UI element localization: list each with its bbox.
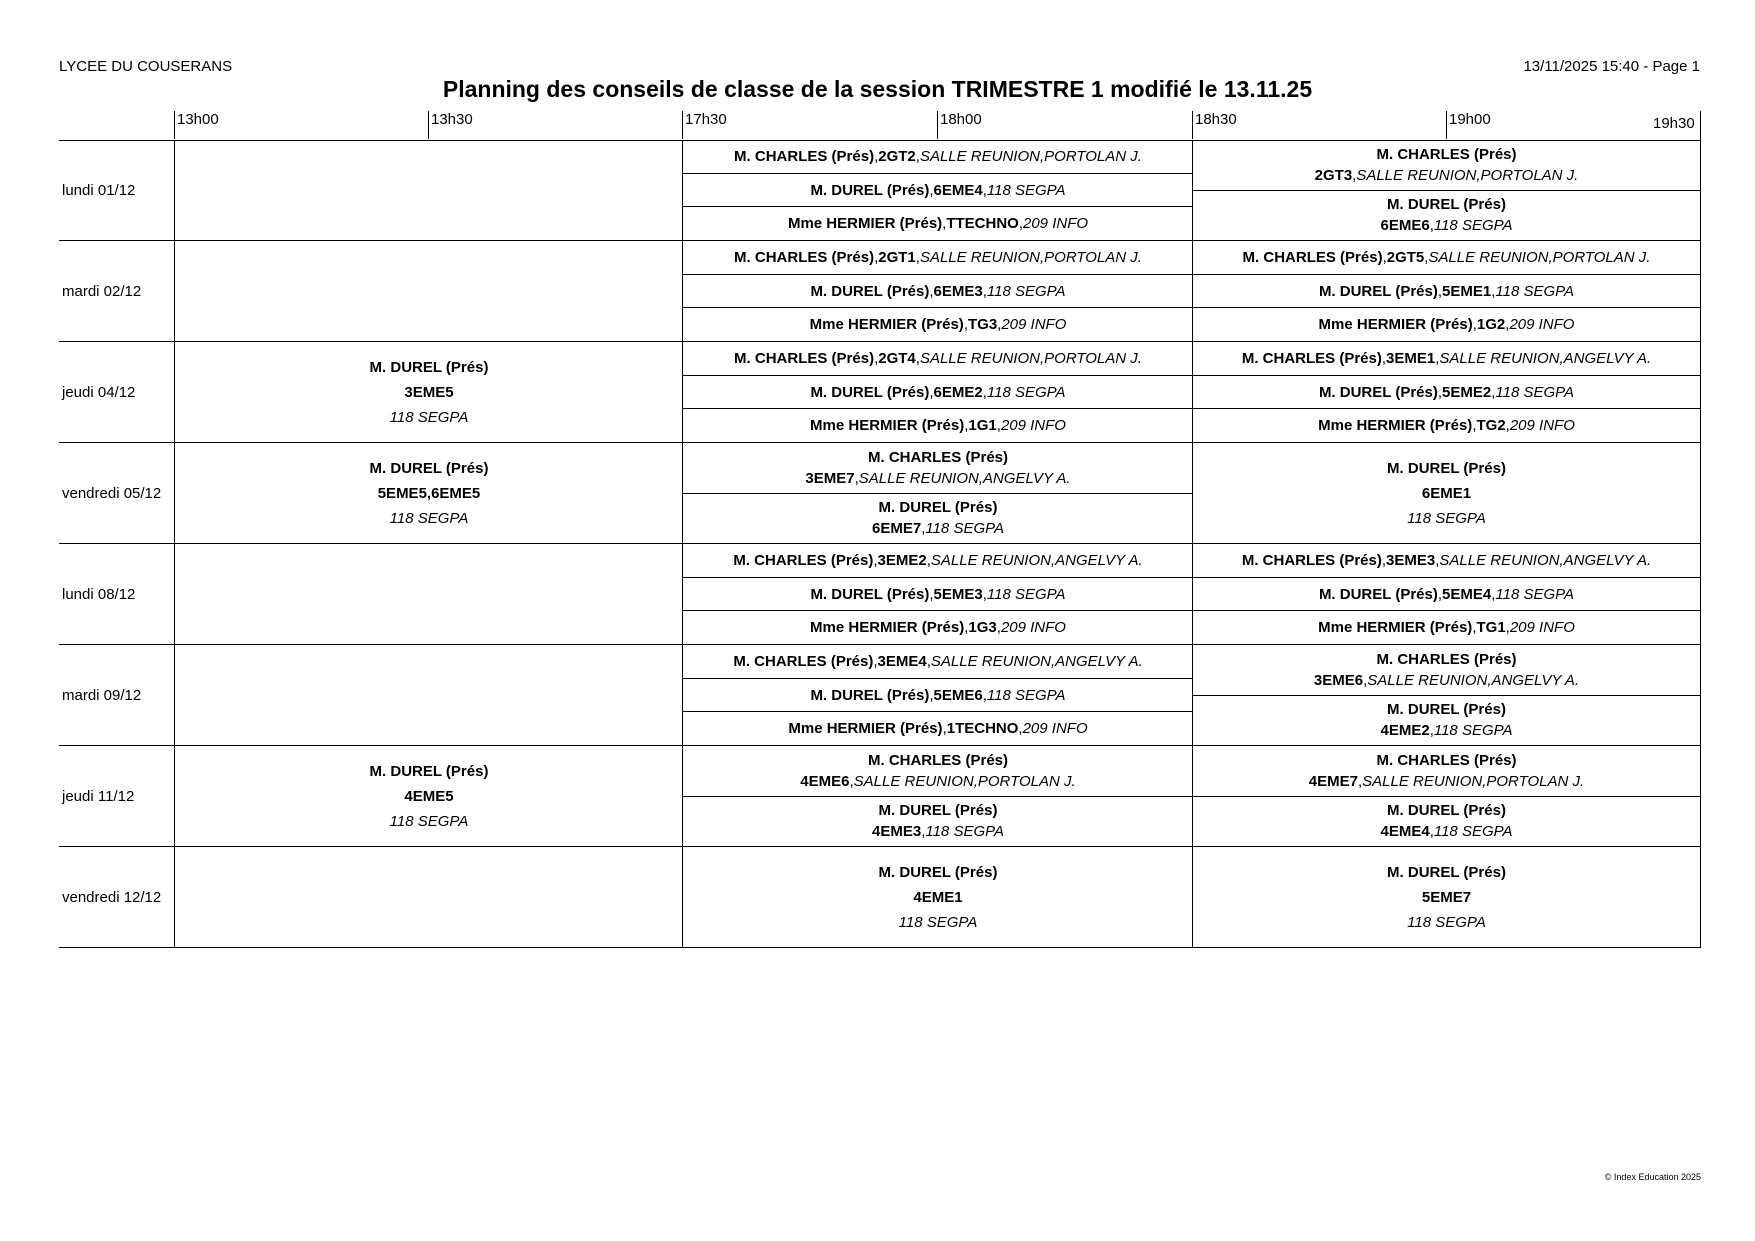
class-name: 4EME7 — [1308, 772, 1358, 790]
room-name: SALLE REUNION,ANGELVY A. — [1367, 671, 1580, 689]
class-name: 6EME4 — [933, 181, 983, 199]
room-name: SALLE REUNION,ANGELVY A. — [930, 551, 1143, 569]
class-name: 2GT3 — [1314, 166, 1353, 184]
council-cell[interactable]: M. DUREL (Prés) 4EME2,118 SEGPA — [1193, 695, 1700, 746]
day-label: vendredi 12/12 — [62, 888, 162, 906]
class-name: 3EME6 — [1313, 671, 1364, 689]
council-cell[interactable]: M. DUREL (Prés) 6EME6,118 SEGPA — [1193, 190, 1700, 241]
room-name: 118 SEGPA — [1433, 217, 1513, 235]
room-name: 209 INFO — [1509, 316, 1575, 334]
class-name: 3EME3 — [1386, 551, 1436, 569]
council-cell[interactable]: M. CHARLES (Prés),2GT1,SALLE REUNION,PORTOLAN J. — [734, 248, 1142, 266]
time-tick: 13h00 — [174, 111, 219, 139]
class-name: 6EME7 — [871, 520, 922, 538]
council-cell[interactable]: M. DUREL (Prés),5EME3,118 SEGPA — [683, 577, 1193, 611]
president-name: M. DUREL (Prés) — [1387, 701, 1506, 719]
council-cell[interactable]: M. CHARLES (Prés),3EME2,SALLE REUNION,ANGELVY A. — [733, 551, 1143, 569]
council-cell[interactable]: Mme HERMIER (Prés),1G1,209 INFO — [683, 408, 1193, 442]
president-name: M. CHARLES (Prés) — [867, 751, 1009, 769]
room-name: SALLE REUNION,ANGELVY A. — [1439, 551, 1652, 569]
slot-column-c2 — [682, 241, 1193, 341]
class-name: 5EME2 — [1442, 383, 1492, 401]
president-name: M. CHARLES (Prés) — [1242, 248, 1383, 266]
class-name: 6EME1 — [1421, 484, 1472, 502]
day-row — [59, 645, 1701, 746]
council-cell[interactable]: M. DUREL (Prés),5EME4,118 SEGPA — [1193, 577, 1700, 611]
president-name: M. CHARLES (Prés) — [734, 248, 875, 266]
school-name: LYCEE DU COUSERANS — [59, 58, 233, 75]
room-name: 118 SEGPA — [986, 383, 1066, 401]
day-label: mardi 09/12 — [62, 686, 142, 704]
council-cell[interactable]: Mme HERMIER (Prés),1TECHNO,209 INFO — [683, 711, 1193, 745]
page-title: Planning des conseils de classe de la session TRIMESTRE 1 modifié le 13.11.25 — [442, 76, 1313, 102]
council-cell[interactable] — [1193, 443, 1700, 543]
room-name: 118 SEGPA — [1433, 722, 1513, 740]
class-name: 3EME7 — [805, 469, 855, 487]
room-name: 118 SEGPA — [1495, 282, 1575, 300]
room-name: SALLE REUNION,ANGELVY A. — [858, 469, 1071, 487]
class-name: 3EME5 — [404, 383, 454, 401]
class-name: 5EME3 — [933, 585, 983, 603]
class-name: 4EME3 — [871, 823, 922, 841]
day-row — [59, 342, 1701, 443]
room-name: 209 INFO — [1000, 619, 1066, 637]
president-name: Mme HERMIER (Prés) — [1318, 619, 1473, 637]
class-name: 6EME6 — [1380, 217, 1430, 235]
class-name: 4EME5 — [404, 787, 454, 805]
axis-end-divider — [1700, 111, 1701, 141]
print-info: 13/11/2025 15:40 - Page 1 — [1523, 58, 1700, 75]
council-cell[interactable]: M. CHARLES (Prés),2GT2,SALLE REUNION,PORTOLAN J. — [734, 147, 1142, 165]
room-name: 209 INFO — [1000, 417, 1066, 435]
day-row — [59, 544, 1701, 645]
room-name: SALLE REUNION,PORTOLAN J. — [919, 349, 1142, 367]
class-name: 3EME1 — [1386, 349, 1436, 367]
class-name: 1G2 — [1476, 316, 1506, 334]
room-name: SALLE REUNION,PORTOLAN J. — [1362, 772, 1585, 790]
council-cell[interactable]: M. CHARLES (Prés) 3EME6,SALLE REUNION,ANGELVY A. — [1313, 650, 1580, 689]
slot-column-c1 — [174, 241, 683, 341]
room-name: 118 SEGPA — [389, 408, 469, 426]
president-name: M. DUREL (Prés) — [369, 762, 489, 780]
day-label: lundi 08/12 — [62, 585, 136, 603]
president-name: M. DUREL (Prés) — [369, 459, 489, 477]
room-name: 118 SEGPA — [389, 812, 469, 830]
slot-column-c3 — [1192, 746, 1701, 846]
room-name: 209 INFO — [1023, 215, 1089, 233]
president-name: M. CHARLES (Prés) — [1376, 751, 1517, 769]
class-name: 6EME3 — [933, 282, 983, 300]
slot-column-c2 — [682, 645, 1193, 745]
room-name: 118 SEGPA — [1433, 823, 1513, 841]
class-name: 5EME5,6EME5 — [377, 484, 481, 502]
president-name: M. DUREL (Prés) — [810, 181, 930, 199]
slot-column-c1 — [174, 746, 683, 846]
president-name: M. DUREL (Prés) — [810, 282, 930, 300]
president-name: M. DUREL (Prés) — [1318, 585, 1438, 603]
slot-column-c1 — [174, 342, 683, 442]
president-name: M. DUREL (Prés) — [1318, 383, 1438, 401]
council-cell[interactable]: Mme HERMIER (Prés),TTECHNO,209 INFO — [683, 206, 1193, 240]
room-name: 118 SEGPA — [986, 282, 1066, 300]
council-cell[interactable] — [175, 443, 683, 543]
president-name: M. CHARLES (Prés) — [734, 147, 875, 165]
day-label: lundi 01/12 — [62, 181, 136, 199]
day-label: vendredi 05/12 — [62, 484, 162, 502]
room-name: SALLE REUNION,PORTOLAN J. — [919, 248, 1142, 266]
president-name: M. DUREL (Prés) — [1387, 802, 1506, 820]
class-name: 4EME2 — [1380, 722, 1430, 740]
council-cell[interactable]: M. DUREL (Prés),6EME2,118 SEGPA — [683, 375, 1193, 409]
president-name: Mme HERMIER (Prés) — [787, 215, 943, 233]
class-name: 2GT2 — [878, 147, 916, 165]
council-cell[interactable] — [175, 746, 683, 846]
president-name: M. CHARLES (Prés) — [734, 349, 875, 367]
slot-column-c3 — [1192, 443, 1701, 543]
class-name: 3EME4 — [877, 652, 927, 670]
president-name: M. CHARLES (Prés) — [867, 448, 1009, 466]
class-name: 5EME1 — [1442, 282, 1492, 300]
slot-column-c3 — [1192, 241, 1701, 341]
slot-column-c3 — [1192, 645, 1701, 745]
room-name: SALLE REUNION,ANGELVY A. — [930, 652, 1143, 670]
slot-column-c2 — [682, 847, 1193, 947]
class-name: 5EME6 — [933, 686, 983, 704]
council-cell[interactable]: M. CHARLES (Prés) 2GT3,SALLE REUNION,PORTOLAN J. — [1314, 145, 1579, 184]
president-name: M. DUREL (Prés) — [369, 358, 489, 376]
council-cell[interactable]: M. DUREL (Prés),6EME3,118 SEGPA — [683, 274, 1193, 308]
slot-column-c2 — [682, 746, 1193, 846]
council-cell[interactable]: Mme HERMIER (Prés),1G2,209 INFO — [1193, 307, 1700, 341]
class-name: 4EME6 — [800, 772, 850, 790]
council-cell[interactable]: M. DUREL (Prés) 4EME3,118 SEGPA — [683, 796, 1193, 847]
president-name: Mme HERMIER (Prés) — [810, 619, 965, 637]
council-cell[interactable] — [683, 847, 1193, 947]
slot-column-c2 — [682, 544, 1193, 644]
council-cell[interactable]: M. CHARLES (Prés),2GT4,SALLE REUNION,PORTOLAN J. — [734, 349, 1142, 367]
day-row — [59, 443, 1701, 544]
council-cell[interactable]: M. DUREL (Prés),5EME6,118 SEGPA — [683, 678, 1193, 712]
council-cell[interactable]: M. DUREL (Prés) 6EME7,118 SEGPA — [683, 493, 1193, 544]
day-row — [59, 241, 1701, 342]
council-cell[interactable]: M. CHARLES (Prés),3EME4,SALLE REUNION,ANGELVY A. — [733, 652, 1143, 670]
president-name: M. DUREL (Prés) — [1387, 459, 1506, 477]
president-name: M. DUREL (Prés) — [810, 383, 930, 401]
day-row — [59, 746, 1701, 847]
day-label: jeudi 04/12 — [62, 383, 136, 401]
slot-column-c3 — [1192, 140, 1701, 240]
room-name: SALLE REUNION,PORTOLAN J. — [919, 147, 1142, 165]
slot-column-c3 — [1192, 847, 1701, 947]
copyright-footer: © Index Education 2025 — [1604, 1172, 1701, 1182]
president-name: M. DUREL (Prés) — [1387, 196, 1506, 214]
class-name: 2GT4 — [878, 349, 916, 367]
president-name: M. DUREL (Prés) — [878, 802, 998, 820]
president-name: Mme HERMIER (Prés) — [810, 417, 965, 435]
class-name: TG3 — [967, 316, 998, 334]
council-cell[interactable]: Mme HERMIER (Prés),TG1,209 INFO — [1193, 610, 1700, 644]
president-name: M. DUREL (Prés) — [1318, 282, 1438, 300]
class-name: 4EME4 — [1380, 823, 1430, 841]
council-cell[interactable]: M. CHARLES (Prés) 3EME7,SALLE REUNION,ANGELVY A. — [805, 448, 1071, 487]
time-tick: 19h30 — [1653, 115, 1695, 132]
class-name: 2GT5 — [1386, 248, 1425, 266]
council-cell[interactable]: M. CHARLES (Prés) 4EME6,SALLE REUNION,PORTOLAN J. — [800, 751, 1076, 790]
time-tick: 17h30 — [682, 111, 727, 139]
class-name: 5EME4 — [1442, 585, 1492, 603]
president-name: M. DUREL (Prés) — [878, 499, 998, 517]
room-name: 118 SEGPA — [986, 181, 1066, 199]
class-name: TG2 — [1476, 417, 1506, 435]
council-cell[interactable]: M. DUREL (Prés) 4EME4,118 SEGPA — [1193, 796, 1700, 847]
room-name: 118 SEGPA — [1407, 913, 1486, 931]
council-cell[interactable]: Mme HERMIER (Prés),1G3,209 INFO — [683, 610, 1193, 644]
class-name: 2GT1 — [878, 248, 916, 266]
time-tick: 19h00 — [1446, 111, 1491, 139]
slot-column-c1 — [174, 140, 683, 240]
room-name: SALLE REUNION,PORTOLAN J. — [1356, 166, 1579, 184]
day-row — [59, 847, 1701, 948]
council-cell[interactable]: M. DUREL (Prés),5EME2,118 SEGPA — [1193, 375, 1700, 409]
council-cell[interactable]: Mme HERMIER (Prés),TG3,209 INFO — [683, 307, 1193, 341]
room-name: 118 SEGPA — [1495, 383, 1575, 401]
council-cell[interactable]: M. DUREL (Prés),6EME4,118 SEGPA — [683, 173, 1193, 207]
class-name: 4EME1 — [913, 888, 963, 906]
council-cell[interactable]: M. DUREL (Prés),5EME1,118 SEGPA — [1193, 274, 1700, 308]
day-row — [59, 140, 1701, 241]
slot-column-c1 — [174, 847, 683, 947]
president-name: Mme HERMIER (Prés) — [1318, 417, 1473, 435]
room-name: 118 SEGPA — [898, 913, 978, 931]
president-name: M. CHARLES (Prés) — [1241, 349, 1382, 367]
council-cell[interactable]: Mme HERMIER (Prés),TG2,209 INFO — [1193, 408, 1700, 442]
president-name: M. DUREL (Prés) — [810, 585, 930, 603]
council-cell[interactable]: M. CHARLES (Prés),3EME3,SALLE REUNION,ANGELVY A. — [1241, 551, 1652, 569]
slot-column-c3 — [1192, 544, 1701, 644]
president-name: M. CHARLES (Prés) — [1241, 551, 1382, 569]
room-name: 209 INFO — [1022, 720, 1088, 738]
slot-column-c2 — [682, 342, 1193, 442]
room-name: 209 INFO — [1509, 417, 1575, 435]
class-name: 3EME2 — [877, 551, 927, 569]
class-name: 1G1 — [968, 417, 997, 435]
president-name: M. CHARLES (Prés) — [733, 652, 874, 670]
slot-column-c2 — [682, 140, 1193, 240]
slot-column-c1 — [174, 544, 683, 644]
president-name: M. CHARLES (Prés) — [1376, 145, 1517, 163]
class-name: 1TECHNO — [946, 720, 1019, 738]
day-label: jeudi 11/12 — [62, 787, 135, 805]
room-name: SALLE REUNION,PORTOLAN J. — [1428, 248, 1651, 266]
time-tick: 18h00 — [937, 111, 982, 139]
slot-column-c2 — [682, 443, 1193, 543]
president-name: Mme HERMIER (Prés) — [788, 720, 943, 738]
class-name: 1G3 — [968, 619, 997, 637]
president-name: M. CHARLES (Prés) — [1376, 650, 1517, 668]
class-name: TTECHNO — [946, 215, 1019, 233]
room-name: 209 INFO — [1001, 316, 1067, 334]
room-name: 118 SEGPA — [1495, 585, 1575, 603]
slot-column-c1 — [174, 443, 683, 543]
class-name: TG1 — [1476, 619, 1506, 637]
room-name: 209 INFO — [1509, 619, 1575, 637]
room-name: 118 SEGPA — [986, 686, 1066, 704]
council-cell[interactable] — [175, 342, 683, 442]
president-name: Mme HERMIER (Prés) — [1318, 316, 1473, 334]
council-cell[interactable] — [1193, 847, 1700, 947]
council-cell[interactable]: M. CHARLES (Prés),2GT5,SALLE REUNION,PORTOLAN J. — [1242, 248, 1651, 266]
time-tick: 13h30 — [428, 111, 473, 139]
slot-column-c3 — [1192, 342, 1701, 442]
room-name: SALLE REUNION,PORTOLAN J. — [853, 772, 1076, 790]
council-cell[interactable]: M. CHARLES (Prés) 4EME7,SALLE REUNION,PORTOLAN J. — [1308, 751, 1585, 790]
president-name: M. DUREL (Prés) — [1387, 863, 1506, 881]
room-name: 118 SEGPA — [986, 585, 1066, 603]
president-name: M. CHARLES (Prés) — [733, 551, 874, 569]
president-name: M. DUREL (Prés) — [810, 686, 930, 704]
class-name: 5EME7 — [1421, 888, 1472, 906]
council-cell[interactable]: M. CHARLES (Prés),3EME1,SALLE REUNION,ANGELVY A. — [1241, 349, 1652, 367]
time-tick: 18h30 — [1192, 111, 1237, 139]
day-label: mardi 02/12 — [62, 282, 142, 300]
class-name: 6EME2 — [933, 383, 983, 401]
room-name: 118 SEGPA — [389, 509, 469, 527]
room-name: SALLE REUNION,ANGELVY A. — [1439, 349, 1652, 367]
room-name: 118 SEGPA — [1407, 509, 1486, 527]
room-name: 118 SEGPA — [925, 520, 1005, 538]
slot-column-c1 — [174, 645, 683, 745]
president-name: M. DUREL (Prés) — [878, 863, 998, 881]
president-name: Mme HERMIER (Prés) — [809, 316, 964, 334]
room-name: 118 SEGPA — [925, 823, 1005, 841]
time-axis — [59, 111, 1701, 141]
